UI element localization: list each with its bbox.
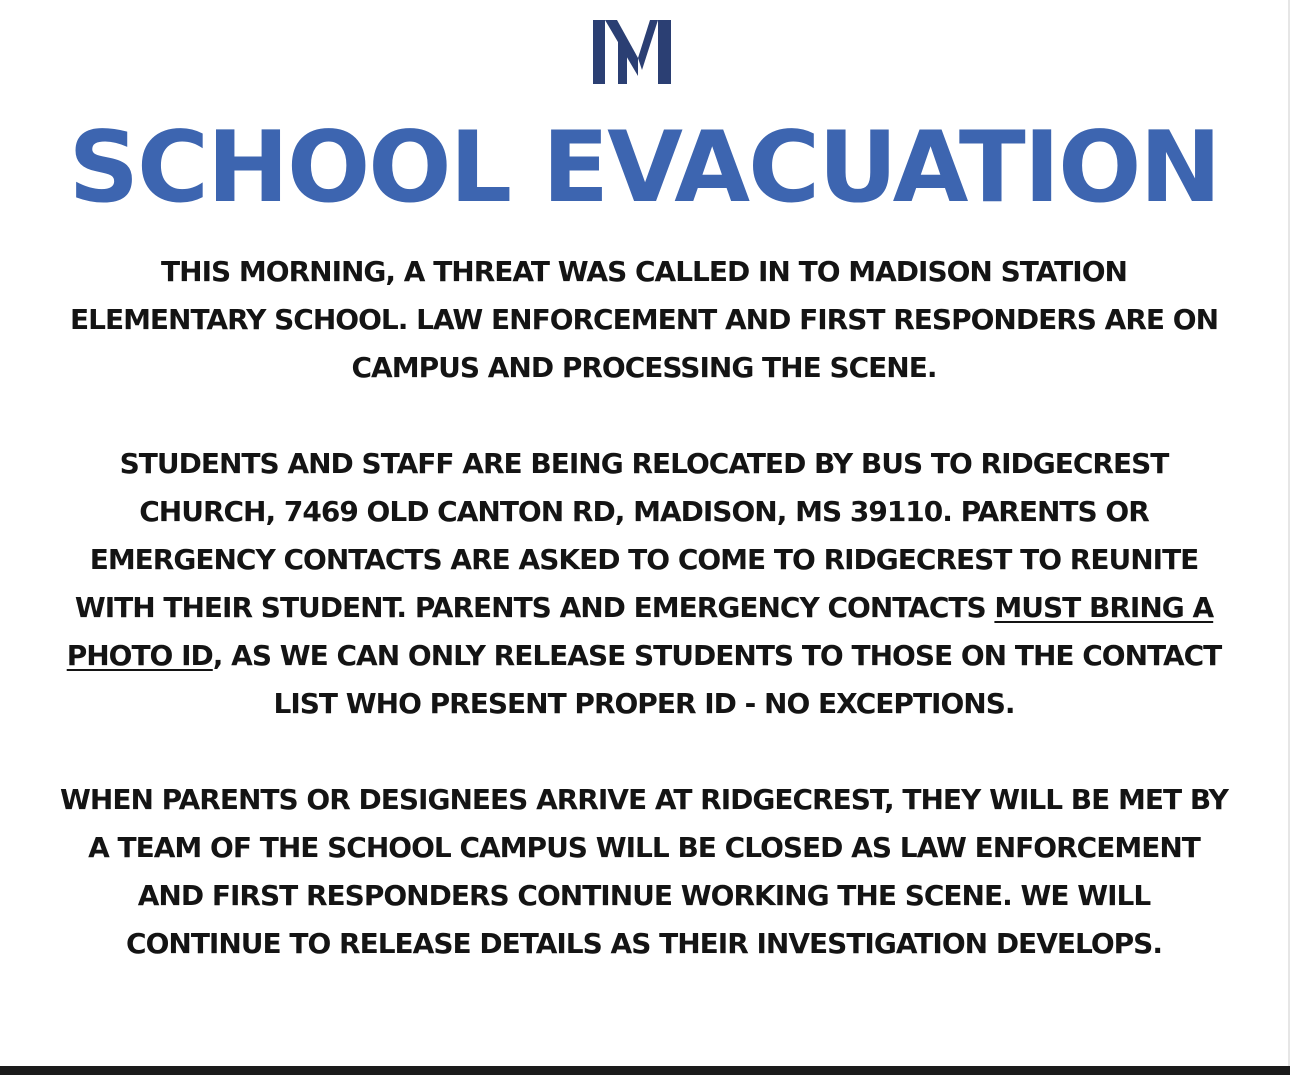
text-line: CAMPUS AND PROCESSING THE SCENE. [351,351,937,384]
text-line: AND FIRST RESPONDERS CONTINUE WORKING THE SCENE. WE WILL [137,879,1151,912]
text-line: CONTINUE TO RELEASE DETAILS AS THEIR INVESTIGATION DEVELOPS. [126,927,1162,960]
text-line: LIST WHO PRESENT PROPER ID - NO EXCEPTIONS. [273,687,1015,720]
text-line: WHEN PARENTS OR DESIGNEES ARRIVE AT RIDGECREST, THEY WILL BE MET BY [60,783,1228,816]
photo-id-requirement-underlined: MUST BRING A [994,591,1214,624]
bottom-border-bar [0,1066,1290,1075]
text-line: CHURCH, 7469 OLD CANTON RD, MADISON, MS 39110. PARENTS OR [139,495,1149,528]
text-line: EMERGENCY CONTACTS ARE ASKED TO COME TO RIDGECREST TO REUNITE [89,543,1199,576]
text-line: STUDENTS AND STAFF ARE BEING RELOCATED BY BUS TO RIDGECREST [119,447,1169,480]
madison-schools-m-logo-icon [590,18,676,86]
page-title: SCHOOL EVACUATION [68,111,1220,225]
text-line: A TEAM OF THE SCHOOL CAMPUS WILL BE CLOSED AS LAW ENFORCEMENT [88,831,1200,864]
text-line: THIS MORNING, A THREAT WAS CALLED IN TO MADISON STATION [161,255,1127,288]
paragraph-threat-notice [40,248,1248,392]
paragraph-relocation-notice [40,440,1248,728]
paragraph-reunification-notice [40,776,1248,968]
text-line [40,584,1248,632]
photo-id-requirement-underlined: PHOTO ID [66,639,213,672]
text-line: ELEMENTARY SCHOOL. LAW ENFORCEMENT AND FIRST RESPONDERS ARE ON [69,303,1219,336]
text-fragment: , AS WE CAN ONLY RELEASE STUDENTS TO THOSE ON THE CONTACT [212,639,1222,672]
text-line [40,632,1248,680]
text-fragment: WITH THEIR STUDENT. PARENTS AND EMERGENCY CONTACTS [74,591,995,624]
